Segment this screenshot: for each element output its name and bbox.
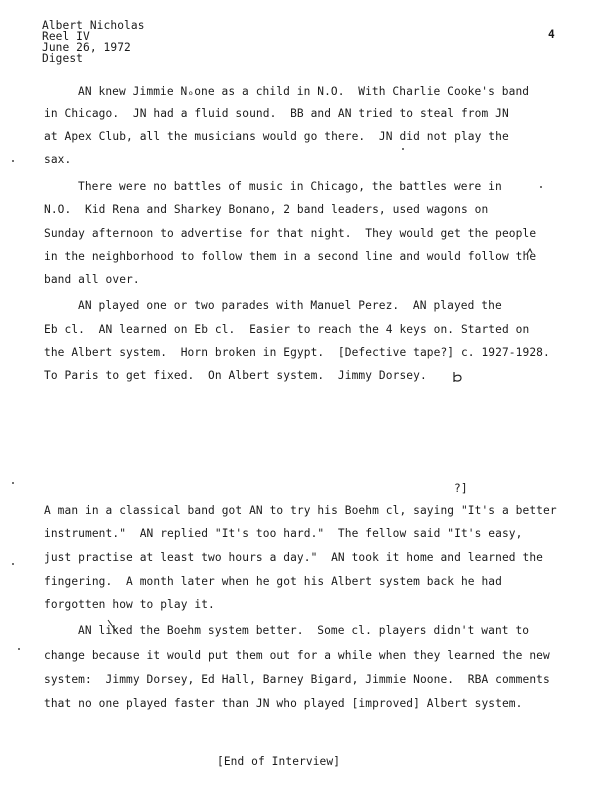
scan-speck [12,563,14,565]
stray-bracket-fragment: ?] [454,482,468,495]
text-line: To Paris to get fixed. On Albert system. Jimmy Dorsey. [44,369,427,382]
text-line: AN liked the Boehm system better. Some cl. players didn't want to [78,624,530,637]
text-line: AN played one or two parades with Manuel Perez. AN played the [78,299,502,312]
interview-date: June 26, 1972 [42,41,131,54]
text-line: in Chicago. JN had a fluid sound. BB and AN tried to steal from JN [44,107,509,120]
text-line: just practise at least two hours a day." AN took it home and learned the [44,551,543,564]
text-line: at Apex Club, all the musicians would go there. JN did not play the [44,130,509,143]
text-line: AN knew Jimmie Nₒone as a child in N.O. With Charlie Cooke's band [78,85,530,98]
scan-speck [18,648,20,650]
scan-speck [540,186,542,188]
reel-label: Reel IV [42,30,90,43]
text-line: change because it would put them out for a while when they learned the new [44,649,550,662]
document-type: Digest [42,52,84,65]
page-number: 4 [548,28,555,41]
text-line: that no one played faster than JN who played [improved] Albert system. [44,697,523,710]
scan-speck [12,160,14,162]
text-line: A man in a classical band got AN to try his Boehm cl, saying "It's a better [44,504,557,517]
text-line: system: Jimmy Dorsey, Ed Hall, Barney Bigard, Jimmie Noone. RBA comments [44,673,550,686]
pen-tick-mark-icon [526,248,534,256]
text-line: Sunday afternoon to advertise for that night. They would get the people [44,227,537,240]
text-line: fingering. A month later when he got his Albert system back he had [44,575,502,588]
scan-speck [402,148,404,150]
end-of-interview-note: [End of Interview] [217,755,341,768]
pen-correction-mark-icon [106,618,122,638]
handwritten-mark-icon [451,370,465,384]
text-line: forgotten how to play it. [44,598,215,611]
text-line: the Albert system. Horn broken in Egypt. [Defective tape?] c. 1927-1928. [44,346,550,359]
scan-speck [12,482,14,484]
interviewee-name: Albert Nicholas [42,19,145,32]
text-line: N.O. Kid Rena and Sharkey Bonano, 2 band leaders, used wagons on [44,203,489,216]
text-line: instrument." AN replied "It's too hard." The fellow said "It's easy, [44,527,523,540]
text-line: in the neighborhood to follow them in a second line and would follow the [44,250,537,263]
text-line: Eb cl. AN learned on Eb cl. Easier to reach the 4 keys on. Started on [44,323,530,336]
text-line: band all over. [44,273,140,286]
text-line: There were no battles of music in Chicago, the battles were in [78,180,502,193]
text-line: sax. [44,153,72,166]
